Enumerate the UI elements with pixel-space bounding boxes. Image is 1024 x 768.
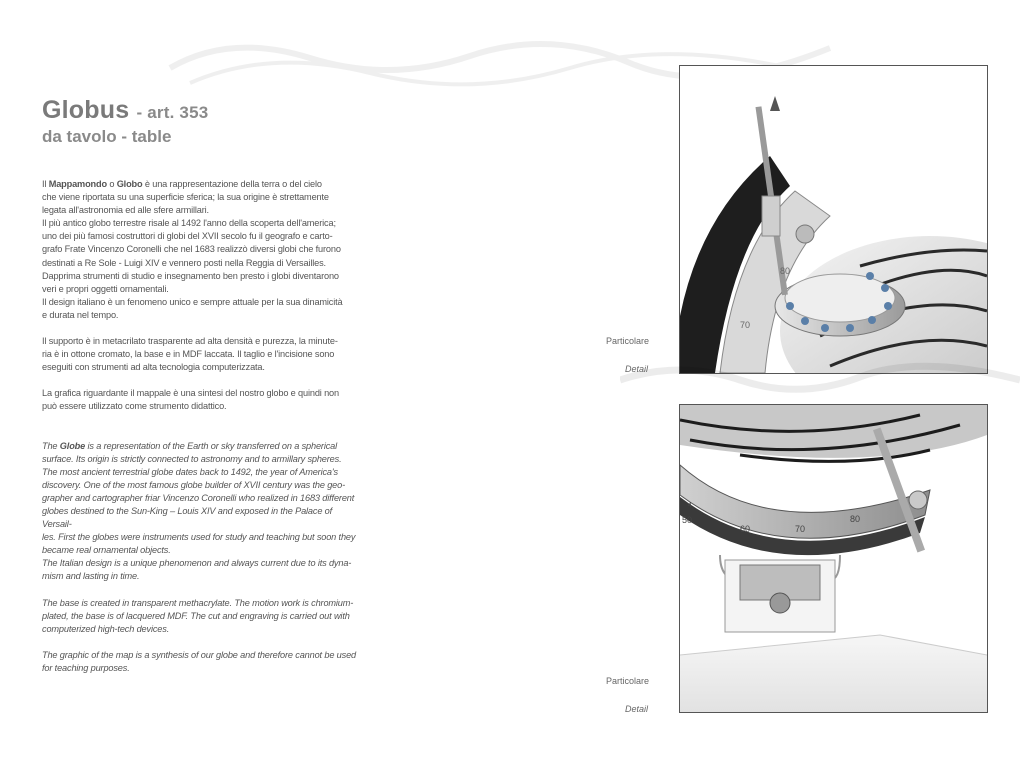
- photo-detail-top: [679, 65, 988, 374]
- it-line: che viene riportata su una superficie sferica; la sua origine è strettamente: [42, 192, 329, 203]
- it-line: Il supporto è in metacrilato trasparente ad alta densità e purezza, la minute-: [42, 336, 338, 347]
- bold-term-globe: Globe: [59, 440, 86, 451]
- it-line: legata all'astronomia ed alle sfere armillari.: [42, 205, 209, 216]
- description-text: [42, 178, 357, 675]
- en-line: The Italian design is a unique phenomenon and always current due to its dyna-: [42, 558, 352, 569]
- it-line: ria è in ottone cromato, la base e in MDF laccata. Il taglio e l'incisione sono: [42, 349, 335, 360]
- en-line: for teaching purposes.: [42, 662, 130, 673]
- it-line: eseguiti con strumenti ad alta tecnologia computerizzata.: [42, 362, 265, 373]
- en-line: grapher and cartographer friar Vincenzo Coronelli who realized in 1683 different: [42, 492, 355, 503]
- en-line: discovery. One of the most famous globe builder of XVII century was the geo-: [42, 479, 346, 490]
- globe-detail-illustration-top: [680, 66, 987, 373]
- it-line: Il più antico globo terrestre risale al 1492 l'anno della scoperta dell'america;: [42, 218, 336, 229]
- it-line: uno dei più famosi costruttori di globi del XVII secolo fu il geografo e carto-: [42, 231, 333, 242]
- scale-label: 70: [795, 524, 806, 534]
- bold-term-mappamondo: Mappamondo: [48, 179, 107, 189]
- it-line: Dapprima strumenti di studio e insegnamento ben presto i globi diventarono: [42, 270, 339, 281]
- en-line: The most ancient terrestrial globe dates back to 1492, the year of America's: [42, 466, 338, 477]
- bold-term-globo: Globo: [116, 179, 143, 189]
- it-line: può essere utilizzato come strumento didattico.: [42, 401, 227, 412]
- scale-label: 80: [780, 266, 791, 276]
- en-line: computerized high-tech devices.: [42, 623, 170, 634]
- page-title: [42, 96, 208, 125]
- caption-bottom-english: Detail: [625, 704, 649, 714]
- caption-top-english: Detail: [625, 364, 649, 374]
- watermark-graphic: [620, 355, 1020, 400]
- article-number: - art. 353: [136, 103, 209, 122]
- page-subtitle: da tavolo - table: [42, 127, 172, 146]
- caption-bottom-italian: Particolare: [606, 676, 650, 686]
- it-line: grafo Frate Vincenzo Coronelli che nel 1683 realizzò diversi globi che furono: [42, 244, 341, 255]
- scale-label: 4: [688, 502, 692, 509]
- en-line: surface. Its origin is strictly connected to astronomy and to armillary spheres.: [42, 453, 342, 464]
- it-line: destinati a Re Sole - Luigi XIV e vennero posti nella Reggia di Versailles.: [42, 257, 326, 268]
- en-line: became real ornamental objects.: [42, 545, 171, 556]
- photo-detail-bottom: [679, 404, 988, 713]
- english-text: [42, 440, 357, 676]
- en-line: The graphic of the map is a synthesis of our globe and therefore cannot be used: [42, 649, 357, 660]
- it-line: La grafica riguardante il mappale è una sintesi del nostro globo e quindi non: [42, 388, 339, 399]
- en-line: The base is created in transparent methacrylate. The motion work is chromium-: [42, 597, 354, 608]
- it-line: veri e propri oggetti ornamentali.: [42, 283, 169, 294]
- caption-top-italian: Particolare: [606, 336, 650, 346]
- en-line: plated, the base is of lacquered MDF. The cut and engraving is carried out with: [42, 610, 350, 621]
- en-line-1: The Globe is a representation of the Earth or sky transferred on a spherical: [42, 440, 338, 451]
- en-line: globes destined to the Sun-King – Louis XIV and exposed in the Palace of Versail-: [42, 505, 333, 530]
- it-line-1: Il Mappamondo o Globo è una rappresentazione della terra o del cielo: [42, 179, 322, 189]
- globe-detail-illustration-bottom: [680, 405, 987, 712]
- scale-label: 60: [740, 524, 751, 534]
- it-line: Il design italiano è un fenomeno unico e sempre attuale per la sua dinamicità: [42, 296, 343, 307]
- it-line: e durata nel tempo.: [42, 309, 119, 320]
- title-block: [42, 96, 208, 147]
- en-line: les. First the globes were instruments used for study and teaching but soon they: [42, 532, 356, 543]
- scale-label: 80: [850, 514, 861, 524]
- scale-label: 70: [740, 320, 751, 330]
- scale-label: 50: [682, 515, 693, 525]
- product-name: Globus: [42, 96, 130, 124]
- en-line: mism and lasting in time.: [42, 571, 140, 582]
